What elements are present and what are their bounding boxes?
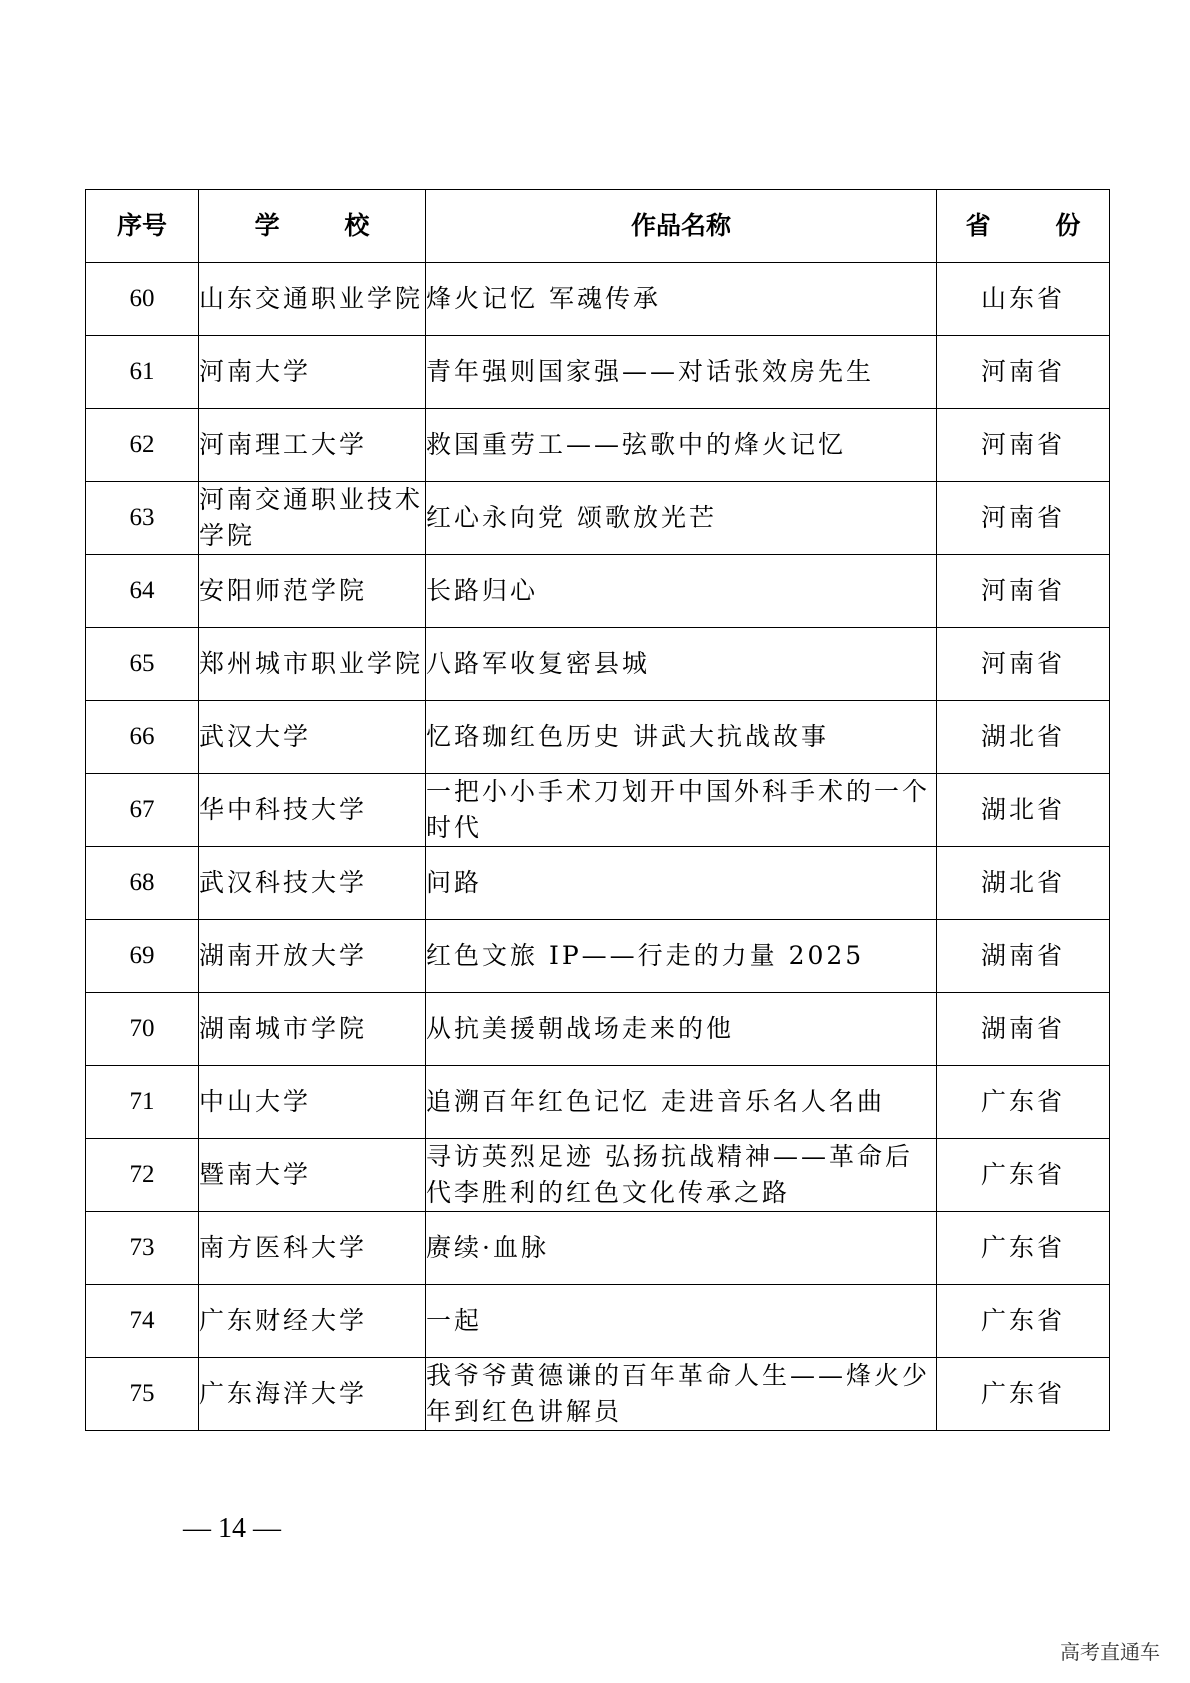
row-title: 追溯百年红色记忆 走进音乐名人名曲 xyxy=(426,1066,937,1139)
row-school: 武汉科技大学 xyxy=(199,847,426,920)
row-num: 74 xyxy=(86,1285,199,1358)
row-title: 青年强则国家强——对话张效房先生 xyxy=(426,336,937,409)
row-province: 湖北省 xyxy=(937,774,1110,847)
row-title: 寻访英烈足迹 弘扬抗战精神——革命后代李胜利的红色文化传承之路 xyxy=(426,1139,937,1212)
row-school: 河南大学 xyxy=(199,336,426,409)
row-province: 广东省 xyxy=(937,1139,1110,1212)
header-province: 省 份 xyxy=(937,190,1110,263)
row-num: 69 xyxy=(86,920,199,993)
table-row xyxy=(86,1212,1110,1285)
table-header-row xyxy=(86,190,1110,263)
row-num: 61 xyxy=(86,336,199,409)
row-num: 72 xyxy=(86,1139,199,1212)
row-school: 武汉大学 xyxy=(199,701,426,774)
row-school: 广东财经大学 xyxy=(199,1285,426,1358)
row-title: 我爷爷黄德谦的百年革命人生——烽火少年到红色讲解员 xyxy=(426,1358,937,1431)
header-title: 作品名称 xyxy=(426,190,937,263)
row-province: 河南省 xyxy=(937,409,1110,482)
table-row xyxy=(86,336,1110,409)
row-province: 河南省 xyxy=(937,555,1110,628)
row-province: 广东省 xyxy=(937,1212,1110,1285)
row-title: 红心永向党 颂歌放光芒 xyxy=(426,482,937,555)
table-row xyxy=(86,482,1110,555)
table-row xyxy=(86,263,1110,336)
table-row xyxy=(86,993,1110,1066)
row-num: 62 xyxy=(86,409,199,482)
row-province: 河南省 xyxy=(937,628,1110,701)
row-title: 一把小小手术刀划开中国外科手术的一个时代 xyxy=(426,774,937,847)
row-school: 河南交通职业技术学院 xyxy=(199,482,426,555)
row-province: 广东省 xyxy=(937,1285,1110,1358)
row-province: 广东省 xyxy=(937,1066,1110,1139)
row-province: 湖南省 xyxy=(937,920,1110,993)
row-num: 60 xyxy=(86,263,199,336)
table-row xyxy=(86,701,1110,774)
table-row xyxy=(86,774,1110,847)
page-number: — 14 — xyxy=(183,1513,281,1544)
row-title: 八路军收复密县城 xyxy=(426,628,937,701)
row-num: 73 xyxy=(86,1212,199,1285)
row-province: 山东省 xyxy=(937,263,1110,336)
table-row xyxy=(86,628,1110,701)
table-row xyxy=(86,409,1110,482)
row-school: 广东海洋大学 xyxy=(199,1358,426,1431)
table-body xyxy=(86,263,1110,1431)
table-row xyxy=(86,847,1110,920)
row-num: 71 xyxy=(86,1066,199,1139)
row-school: 南方医科大学 xyxy=(199,1212,426,1285)
row-title: 一起 xyxy=(426,1285,937,1358)
table-row xyxy=(86,555,1110,628)
award-table xyxy=(85,189,1110,1431)
row-province: 湖北省 xyxy=(937,847,1110,920)
row-num: 63 xyxy=(86,482,199,555)
row-title: 从抗美援朝战场走来的他 xyxy=(426,993,937,1066)
row-num: 66 xyxy=(86,701,199,774)
row-school: 安阳师范学院 xyxy=(199,555,426,628)
row-title: 烽火记忆 军魂传承 xyxy=(426,263,937,336)
row-school: 中山大学 xyxy=(199,1066,426,1139)
watermark: 高考直通车 xyxy=(1060,1640,1160,1664)
row-num: 68 xyxy=(86,847,199,920)
row-school: 郑州城市职业学院 xyxy=(199,628,426,701)
row-num: 64 xyxy=(86,555,199,628)
table-row xyxy=(86,1066,1110,1139)
row-num: 75 xyxy=(86,1358,199,1431)
row-province: 广东省 xyxy=(937,1358,1110,1431)
row-num: 70 xyxy=(86,993,199,1066)
table-row xyxy=(86,1139,1110,1212)
table-row xyxy=(86,920,1110,993)
row-province: 河南省 xyxy=(937,482,1110,555)
row-title: 忆珞珈红色历史 讲武大抗战故事 xyxy=(426,701,937,774)
row-title: 长路归心 xyxy=(426,555,937,628)
row-province: 湖南省 xyxy=(937,993,1110,1066)
row-school: 湖南城市学院 xyxy=(199,993,426,1066)
row-school: 山东交通职业学院 xyxy=(199,263,426,336)
table-row xyxy=(86,1358,1110,1431)
row-province: 湖北省 xyxy=(937,701,1110,774)
row-title: 红色文旅 IP——行走的力量 2025 xyxy=(426,920,937,993)
row-title: 问路 xyxy=(426,847,937,920)
row-school: 华中科技大学 xyxy=(199,774,426,847)
row-school: 暨南大学 xyxy=(199,1139,426,1212)
row-province: 河南省 xyxy=(937,336,1110,409)
table-row xyxy=(86,1285,1110,1358)
row-school: 河南理工大学 xyxy=(199,409,426,482)
header-school: 学 校 xyxy=(199,190,426,263)
row-school: 湖南开放大学 xyxy=(199,920,426,993)
header-num: 序号 xyxy=(86,190,199,263)
row-num: 65 xyxy=(86,628,199,701)
row-title: 赓续·血脉 xyxy=(426,1212,937,1285)
row-num: 67 xyxy=(86,774,199,847)
row-title: 救国重劳工——弦歌中的烽火记忆 xyxy=(426,409,937,482)
